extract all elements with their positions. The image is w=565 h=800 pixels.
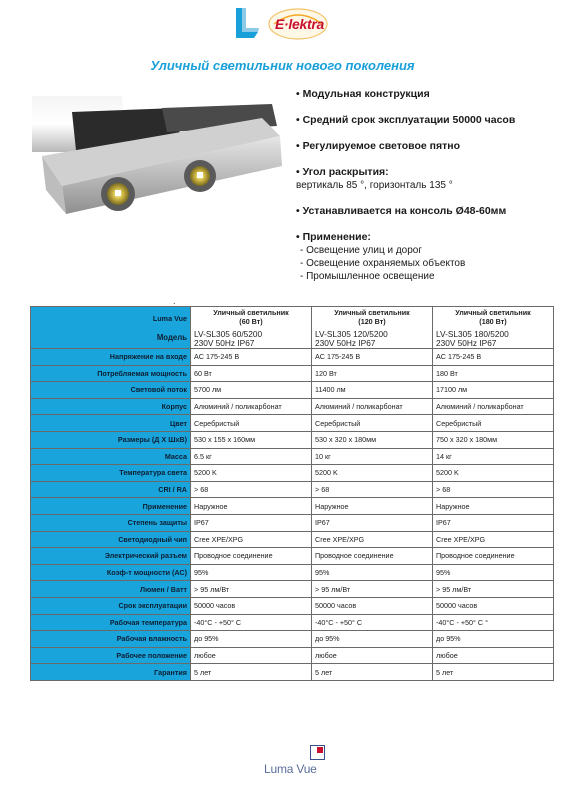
row-value: до 95% [433, 631, 554, 648]
table-row [31, 349, 554, 366]
column-power: (60 Вт) [239, 316, 263, 326]
row-label: Масса [31, 448, 191, 465]
column-title: Уличный светильник [455, 308, 531, 317]
row-value: 120 Вт [312, 365, 433, 382]
row-value: > 95 лм/Вт [312, 581, 433, 598]
row-value: 17100 лм [433, 382, 554, 399]
row-value: 14 кг [433, 448, 554, 465]
row-label: Потребляемая мощность [31, 365, 191, 382]
row-value: AC 175-245 В [433, 349, 554, 366]
separator-mark: . [173, 296, 176, 306]
row-value: 50000 часов [312, 597, 433, 614]
column-model-spec: 230V 50Hz IP67 [315, 338, 376, 348]
table-row [31, 581, 554, 598]
row-label: Температура света [31, 465, 191, 482]
column-header-120w [312, 307, 433, 349]
table-row [31, 382, 554, 399]
row-label: Размеры (Д Х ШхВ) [31, 431, 191, 448]
feature-angle: • Угол раскрытия: [296, 166, 389, 178]
row-value: Cree XPE/XPG [312, 531, 433, 548]
table-row [31, 531, 554, 548]
footer-logo: Luma Vue [264, 762, 317, 776]
feature-mount: • Устанавливается на консоль Ø48-60мм [296, 205, 507, 217]
page-title: Уличный светильник нового поколения [150, 58, 415, 73]
table-brand: Luma Vue [152, 313, 187, 323]
table-row [31, 465, 554, 482]
feature-lifetime: • Средний срок эксплуатации 50000 часов [296, 114, 516, 126]
row-value: > 68 [433, 481, 554, 498]
row-value: Алюминий / поликарбонат [191, 398, 312, 415]
table-row [31, 597, 554, 614]
application-item: - Освещение улиц и дорог [300, 245, 423, 256]
feature-angle-value: вертикаль 85 °, горизонталь 135 ° [296, 180, 453, 191]
row-value: 95% [191, 564, 312, 581]
square-bracket-mark-icon [310, 745, 325, 760]
column-power: (120 Вт) [358, 316, 386, 326]
street-light-image [32, 86, 290, 236]
elektra-logo: E·lektra [275, 16, 324, 32]
table-row [31, 365, 554, 382]
row-value: любое [191, 647, 312, 664]
row-value: Проводное соединение [191, 548, 312, 565]
table-row [31, 481, 554, 498]
row-value: 5700 лм [191, 382, 312, 399]
feature-adjustable: • Регулируемое световое пятно [296, 140, 460, 152]
row-value: Наружное [433, 498, 554, 515]
row-value: 50000 часов [433, 597, 554, 614]
application-item: - Освещение охраняемых объектов [300, 258, 466, 269]
column-model: LV-SL305 180/5200 [436, 329, 509, 339]
row-value: -40°C - +50° C [191, 614, 312, 631]
row-value: 5200 K [433, 465, 554, 482]
row-value: 11400 лм [312, 382, 433, 399]
table-row [31, 647, 554, 664]
row-value: AC 175-245 В [191, 349, 312, 366]
column-model-spec: 230V 50Hz IP67 [436, 338, 497, 348]
row-label: Рабочая влажность [31, 631, 191, 648]
column-model-spec: 230V 50Hz IP67 [194, 338, 255, 348]
row-value: Серебристый [191, 415, 312, 432]
row-label: Люмен / Ватт [31, 581, 191, 598]
application-item: - Промышленное освещение [300, 271, 435, 282]
row-value: 5 лет [312, 664, 433, 681]
table-row [31, 431, 554, 448]
row-label: Цвет [31, 415, 191, 432]
row-label: Светодиодный чип [31, 531, 191, 548]
row-value: 5200 K [191, 465, 312, 482]
row-value: Наружное [191, 498, 312, 515]
table-row [31, 631, 554, 648]
row-value: 5 лет [433, 664, 554, 681]
row-value: до 95% [312, 631, 433, 648]
row-value: 6.5 кг [191, 448, 312, 465]
row-value: 750 х 320 х 180мм [433, 431, 554, 448]
row-value: > 68 [312, 481, 433, 498]
row-label: Рабочее положение [31, 647, 191, 664]
table-row [31, 564, 554, 581]
row-label: Срок эксплуатации [31, 597, 191, 614]
row-label: Напряжение на входе [31, 349, 191, 366]
row-label: Применение [31, 498, 191, 515]
column-model: LV-SL305 120/5200 [315, 329, 388, 339]
column-title: Уличный светильник [334, 308, 410, 317]
row-value: Алюминий / поликарбонат [433, 398, 554, 415]
table-row [31, 548, 554, 565]
table-row [31, 415, 554, 432]
row-value: 5200 K [312, 465, 433, 482]
feature-modular: • Модульная конструкция [296, 88, 430, 100]
row-value: Серебристый [312, 415, 433, 432]
row-value: Cree XPE/XPG [191, 531, 312, 548]
table-row [31, 664, 554, 681]
row-value: -40°C - +50° C [312, 614, 433, 631]
row-value: AC 175-245 В [312, 349, 433, 366]
row-value: Cree XPE/XPG [433, 531, 554, 548]
row-value: 5 лет [191, 664, 312, 681]
row-value: 530 х 320 х 180мм [312, 431, 433, 448]
column-power: (180 Вт) [479, 316, 507, 326]
row-value: Алюминий / поликарбонат [312, 398, 433, 415]
row-value: Серебристый [433, 415, 554, 432]
brand-model-cell [31, 307, 191, 349]
model-label: Модель [156, 332, 187, 342]
column-header-60w [191, 307, 312, 349]
row-value: Проводное соединение [433, 548, 554, 565]
row-label: Корпус [31, 398, 191, 415]
table-row [31, 614, 554, 631]
row-value: любое [433, 647, 554, 664]
row-value: 60 Вт [191, 365, 312, 382]
row-label: Световой поток [31, 382, 191, 399]
row-label: Степень защиты [31, 514, 191, 531]
row-value: 95% [312, 564, 433, 581]
left-logo-icon [232, 6, 262, 42]
feature-application: • Применение: [296, 231, 371, 243]
table-row [31, 448, 554, 465]
column-header-180w [433, 307, 554, 349]
row-value: IP67 [191, 514, 312, 531]
row-value: -40°C - +50° C ° [433, 614, 554, 631]
row-label: Рабочая температура [31, 614, 191, 631]
row-value: 95% [433, 564, 554, 581]
column-title: Уличный светильник [213, 308, 289, 317]
row-value: 530 х 155 х 160мм [191, 431, 312, 448]
row-value: > 68 [191, 481, 312, 498]
row-value: IP67 [433, 514, 554, 531]
row-value: Наружное [312, 498, 433, 515]
table-row [31, 514, 554, 531]
row-value: > 95 лм/Вт [433, 581, 554, 598]
row-value: 10 кг [312, 448, 433, 465]
spec-table [30, 306, 554, 681]
row-label: Гарантия [31, 664, 191, 681]
row-label: Электрический разъем [31, 548, 191, 565]
row-label: Коэф-т мощности (АС) [31, 564, 191, 581]
table-row [31, 498, 554, 515]
row-value: до 95% [191, 631, 312, 648]
row-label: CRI / RA [31, 481, 191, 498]
row-value: IP67 [312, 514, 433, 531]
table-row [31, 398, 554, 415]
row-value: любое [312, 647, 433, 664]
row-value: Проводное соединение [312, 548, 433, 565]
column-model: LV-SL305 60/5200 [194, 329, 263, 339]
row-value: 180 Вт [433, 365, 554, 382]
row-value: 50000 часов [191, 597, 312, 614]
table-header-row [31, 307, 554, 349]
row-value: > 95 лм/Вт [191, 581, 312, 598]
